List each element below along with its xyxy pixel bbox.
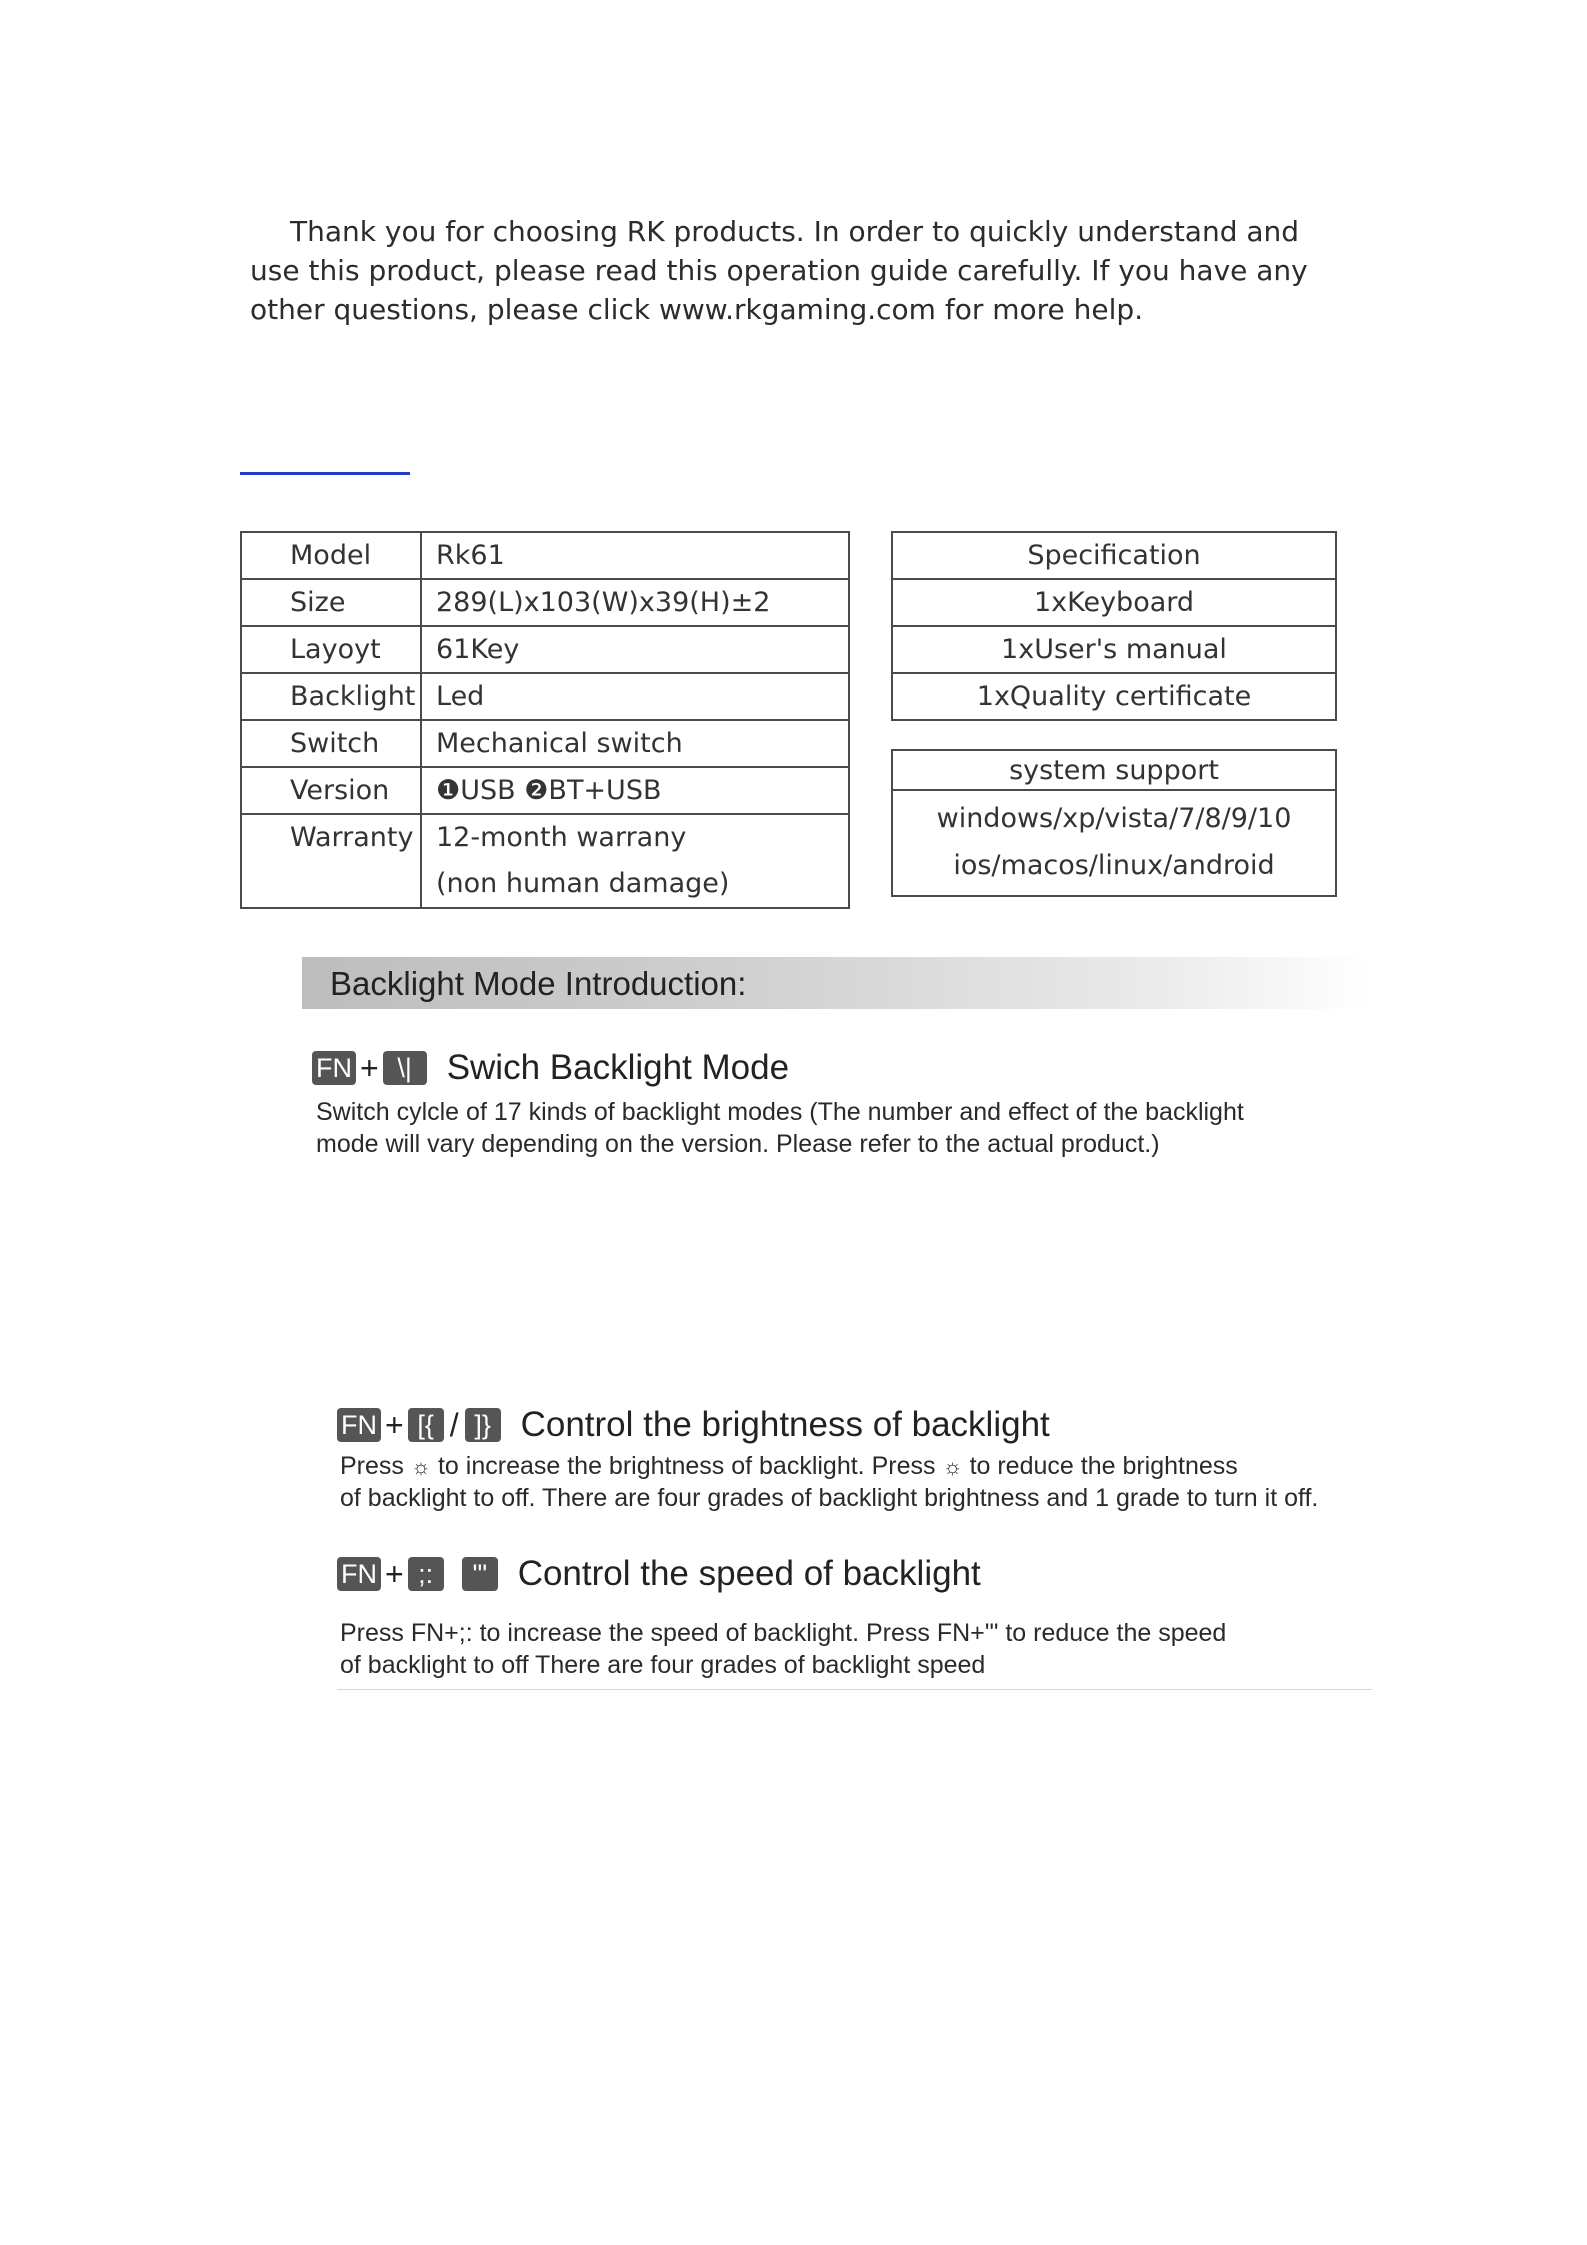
link-underline xyxy=(240,472,410,475)
spec-value: Led xyxy=(421,673,849,720)
backslash-key-icon: \| xyxy=(383,1051,427,1085)
warranty-line-1: 12-month warrany xyxy=(436,822,687,853)
brightness-end-text: to reduce the brightness xyxy=(969,1452,1238,1480)
system-support-table xyxy=(891,749,1337,897)
spec-key: Model xyxy=(241,532,421,579)
mode-desc-2: mode will vary depending on the version. Please refer to the actual product.) xyxy=(316,1130,1160,1158)
brightness-up-icon: ☼ xyxy=(410,1454,432,1479)
table-row xyxy=(241,532,849,579)
system-line-2: ios/macos/linux/android xyxy=(953,850,1275,881)
press-text: Press xyxy=(340,1452,404,1480)
brightness-desc-2: of backlight to off. There are four grades of backlight brightness and 1 grade to turn it off. xyxy=(340,1484,1319,1512)
brightness-mid-text: to increase the brightness of backlight. Press xyxy=(437,1452,936,1480)
fn-key-icon: FN xyxy=(337,1408,381,1442)
table-row xyxy=(241,767,849,814)
spec-key: Size xyxy=(241,579,421,626)
brightness-desc-1 xyxy=(340,1450,1238,1483)
brightness-down-icon: ☼ xyxy=(942,1454,963,1479)
speed-desc-2: of backlight to off There are four grades of backlight speed xyxy=(340,1651,986,1679)
section-title: Backlight Mode Introduction: xyxy=(330,965,747,1002)
table-row xyxy=(241,720,849,767)
slash-sign: / xyxy=(449,1406,459,1443)
spec-value: ❶USB ❷BT+USB xyxy=(421,767,849,814)
spec-table xyxy=(240,531,850,909)
plus-sign: + xyxy=(385,1555,404,1592)
package-item: 1xKeyboard xyxy=(892,579,1336,626)
fn-key-icon: FN xyxy=(312,1051,356,1085)
package-header: Specification xyxy=(892,532,1336,579)
table-row xyxy=(241,626,849,673)
system-line-1: windows/xp/vista/7/8/9/10 xyxy=(936,803,1292,834)
divider xyxy=(337,1689,1372,1690)
spec-value xyxy=(421,814,849,908)
spec-value: 289(L)x103(W)x39(H)±2 xyxy=(421,579,849,626)
mode-heading: Swich Backlight Mode xyxy=(446,1048,790,1087)
speed-desc-1: Press FN+;: to increase the speed of backlight. Press FN+'" to reduce the speed xyxy=(340,1619,1227,1647)
speed-keyline xyxy=(337,1554,981,1594)
brightness-keyline xyxy=(337,1405,1050,1445)
table-row xyxy=(241,673,849,720)
warranty-line-2: (non human damage) xyxy=(436,868,730,899)
spec-key: Layoyt xyxy=(241,626,421,673)
plus-sign: + xyxy=(360,1049,379,1086)
package-item: 1xQuality certificate xyxy=(892,673,1336,720)
plus-sign: + xyxy=(385,1406,404,1443)
bracket-left-key-icon: [{ xyxy=(408,1408,444,1442)
brightness-heading: Control the brightness of backlight xyxy=(520,1405,1050,1444)
package-table xyxy=(891,531,1337,721)
intro-paragraph: Thank you for choosing RK products. In order to quickly understand and use this product, please read this operation guide carefully. If you have any other questions, please click www.rkgaming.com for more help. xyxy=(250,215,1308,326)
spec-key: Warranty xyxy=(241,814,421,908)
semicolon-key-icon: ;: xyxy=(408,1557,444,1591)
section-banner xyxy=(302,957,1372,1009)
fn-key-icon: FN xyxy=(337,1557,381,1591)
system-header: system support xyxy=(892,750,1336,790)
spec-key: Backlight xyxy=(241,673,421,720)
mode-desc-1: Switch cylcle of 17 kinds of backlight modes (The number and effect of the backlight xyxy=(316,1098,1244,1126)
system-list xyxy=(892,790,1336,896)
table-row xyxy=(241,814,849,908)
mode-keyline xyxy=(312,1048,789,1088)
spec-value: Mechanical switch xyxy=(421,720,849,767)
spec-value: 61Key xyxy=(421,626,849,673)
table-row xyxy=(241,579,849,626)
speed-heading: Control the speed of backlight xyxy=(517,1554,981,1593)
package-item: 1xUser's manual xyxy=(892,626,1336,673)
bracket-right-key-icon: ]} xyxy=(465,1408,501,1442)
quote-key-icon: '" xyxy=(462,1557,498,1591)
spec-value: Rk61 xyxy=(421,532,849,579)
spec-key: Switch xyxy=(241,720,421,767)
spec-key: Version xyxy=(241,767,421,814)
